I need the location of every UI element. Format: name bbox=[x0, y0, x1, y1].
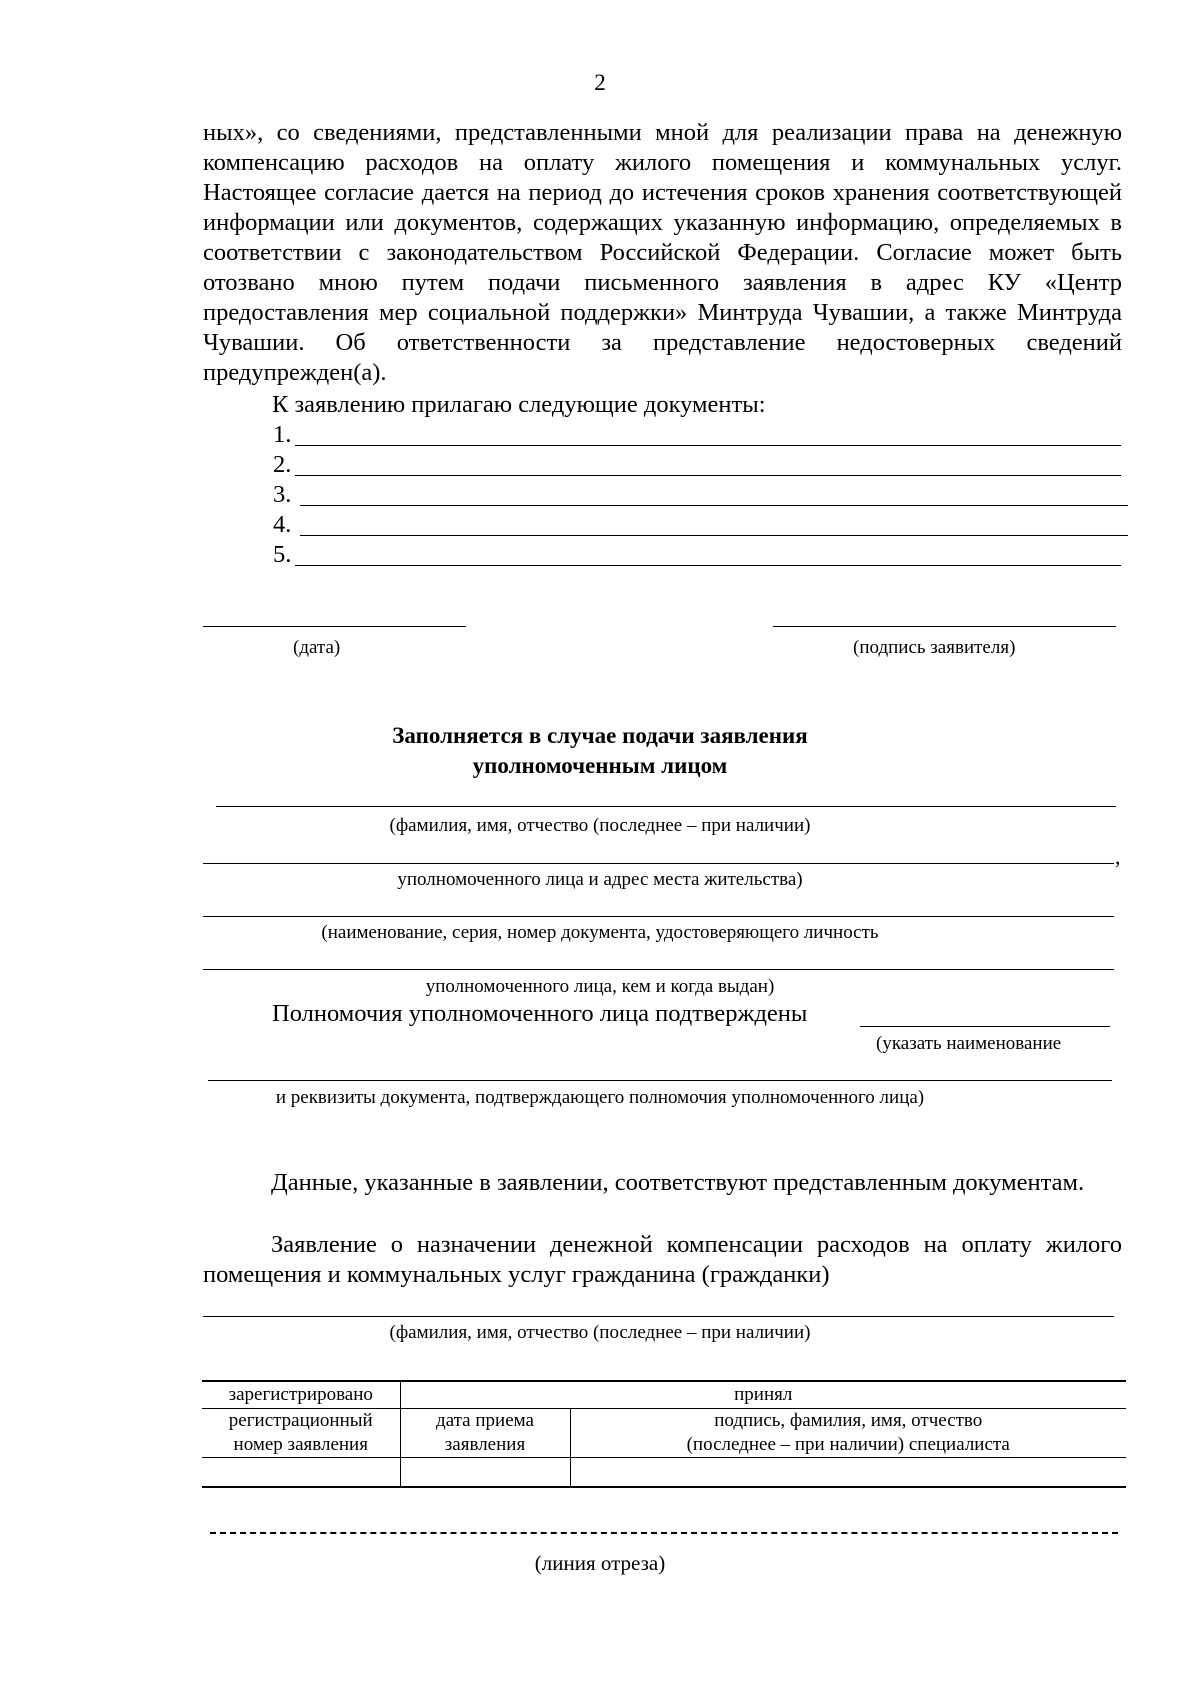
date-caption: (дата) bbox=[293, 637, 341, 658]
attachment-number: 4. bbox=[273, 511, 292, 538]
attachment-number: 2. bbox=[273, 451, 292, 478]
signature-line[interactable] bbox=[773, 626, 1116, 627]
attachment-line-1[interactable] bbox=[295, 445, 1121, 446]
authority-text: Полномочия уполномоченного лица подтверждены bbox=[272, 1000, 808, 1027]
attachment-line-2[interactable] bbox=[295, 475, 1121, 476]
authority-line[interactable] bbox=[860, 1026, 1110, 1027]
attachment-line-3[interactable] bbox=[300, 505, 1128, 506]
citizen-fio-line[interactable] bbox=[203, 1316, 1114, 1317]
date-header bbox=[400, 1409, 570, 1458]
reg-number-cell[interactable] bbox=[202, 1458, 400, 1488]
representative-address-line[interactable] bbox=[203, 863, 1114, 864]
representative-document-issued-line[interactable] bbox=[203, 969, 1114, 970]
consent-paragraph: ных», со сведениями, представленными мной для реализации права на денежную компенсацию расходов на оплату жилого помещения и коммунальных услуг. Настоящее согласие дается на период до истечения сроков хранения соответствующей информации или документов, содержащих указанную информацию, определяемых в соответствии с законодательством Российской Федерации. Согласие может быть отозвано мною путем подачи письменного заявления в адрес КУ «Центр предоставления мер социальной поддержки» Минтруда Чувашии, а также Минтруда Чувашии. Об ответственности за представление недостоверных сведений предупрежден(а). bbox=[203, 119, 1122, 386]
representative-fio-line[interactable] bbox=[216, 806, 1116, 807]
representative-address-caption: уполномоченного лица и адрес места жительства) bbox=[397, 869, 803, 890]
citizen-fio-caption: (фамилия, имя, отчество (последнее – при наличии) bbox=[389, 1322, 811, 1343]
representative-heading-line2: уполномоченным лицом bbox=[472, 753, 728, 778]
specialist-header bbox=[570, 1409, 1126, 1458]
representative-document-line[interactable] bbox=[203, 916, 1114, 917]
specialist-line1: подпись, фамилия, имя, отчество bbox=[714, 1410, 983, 1431]
reg-number-line1: регистрационный bbox=[228, 1410, 373, 1431]
reg-number-header bbox=[202, 1409, 400, 1458]
data-matches-text: Данные, указанные в заявлении, соответствуют представленным документам. bbox=[271, 1169, 1085, 1196]
authority-details-line[interactable] bbox=[208, 1080, 1112, 1081]
attachment-number: 1. bbox=[273, 421, 292, 448]
signature-caption: (подпись заявителя) bbox=[853, 637, 1016, 658]
representative-heading: Заполняется в случае подачи заявления bbox=[392, 723, 808, 748]
representative-fio-caption: (фамилия, имя, отчество (последнее – при наличии) bbox=[389, 815, 811, 836]
representative-document-caption: (наименование, серия, номер документа, удостоверяющего личность bbox=[321, 922, 879, 943]
attachment-line-5[interactable] bbox=[295, 565, 1121, 566]
accepted-header: принял bbox=[400, 1381, 1126, 1409]
specialist-cell[interactable] bbox=[570, 1458, 1126, 1488]
date-cell[interactable] bbox=[400, 1458, 570, 1488]
attachment-number: 3. bbox=[273, 481, 292, 508]
representative-document-issued-caption: уполномоченного лица, кем и когда выдан) bbox=[425, 976, 775, 997]
address-comma: , bbox=[1115, 844, 1121, 869]
registered-header: зарегистрировано bbox=[202, 1381, 400, 1409]
attachment-number: 5. bbox=[273, 541, 292, 568]
attachments-intro: К заявлению прилагаю следующие документы: bbox=[272, 391, 766, 418]
registration-table bbox=[202, 1380, 1126, 1488]
date-line[interactable] bbox=[203, 626, 466, 627]
attachment-line-4[interactable] bbox=[300, 535, 1128, 536]
authority-details-caption: и реквизиты документа, подтверждающего полномочия уполномоченного лица) bbox=[275, 1087, 925, 1108]
date-line1: дата приема bbox=[436, 1410, 534, 1431]
page-number: 2 bbox=[594, 70, 606, 95]
specialist-line2: (последнее – при наличии) специалиста bbox=[686, 1434, 1010, 1455]
cut-line bbox=[210, 1532, 1118, 1534]
application-text: Заявление о назначении денежной компенсации расходов на оплату жилого помещения и коммунальных услуг гражданина (гражданки) bbox=[203, 1231, 1122, 1288]
cut-line-caption: (линия отреза) bbox=[534, 1551, 666, 1575]
authority-name-caption: (указать наименование bbox=[876, 1033, 1062, 1054]
reg-number-line2: номер заявления bbox=[233, 1434, 368, 1455]
date-line2: заявления bbox=[444, 1434, 526, 1455]
